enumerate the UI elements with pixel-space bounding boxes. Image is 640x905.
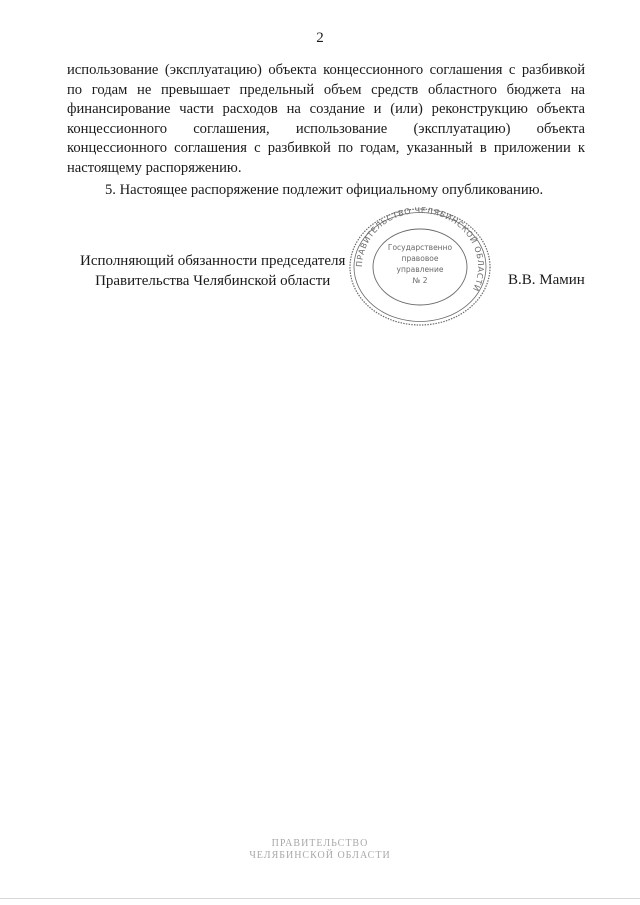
document-body (67, 61, 585, 200)
footer-faint-mark (0, 838, 640, 862)
seal-inner-line2: правовое (401, 254, 439, 263)
footer-faint-line2: ЧЕЛЯБИНСКОЙ ОБЛАСТИ (249, 850, 391, 861)
official-seal-stamp (345, 206, 495, 328)
signatory-position-line1: Исполняющий обязанности председателя (80, 253, 346, 269)
page-bottom-rule (0, 898, 640, 899)
signatory-name: В.В. Мамин (508, 272, 585, 288)
footer-faint-line1: ПРАВИТЕЛЬСТВО (271, 838, 369, 849)
seal-outer-text: ПРАВИТЕЛЬСТВО ЧЕЛЯБИНСКОЙ ОБЛАСТИ (354, 206, 486, 293)
seal-inner-line1: Государственно (387, 243, 453, 252)
page-number: 2 (316, 30, 324, 46)
signatory-position-line2: Правительства Челябинской области (95, 273, 331, 289)
seal-inner-line3: управление (396, 265, 444, 274)
paragraph-continuation: использование (эксплуатацию) объекта концессионного соглашения с разбивкой по годам не превышает предельный объем средств областного бюджета на финансирование части расходов на создание и (или) реконструкцию объекта концессионного соглашения, использование (эксплуатацию) объекта концессионного соглашения с разбивкой по годам, указанный в приложении к настоящему распоряжению. (67, 62, 585, 176)
signatory-position (80, 251, 345, 291)
seal-inner-line4: № 2 (412, 276, 428, 285)
paragraph-publication: 5. Настоящее распоряжение подлежит официальному опубликованию. (105, 181, 544, 198)
